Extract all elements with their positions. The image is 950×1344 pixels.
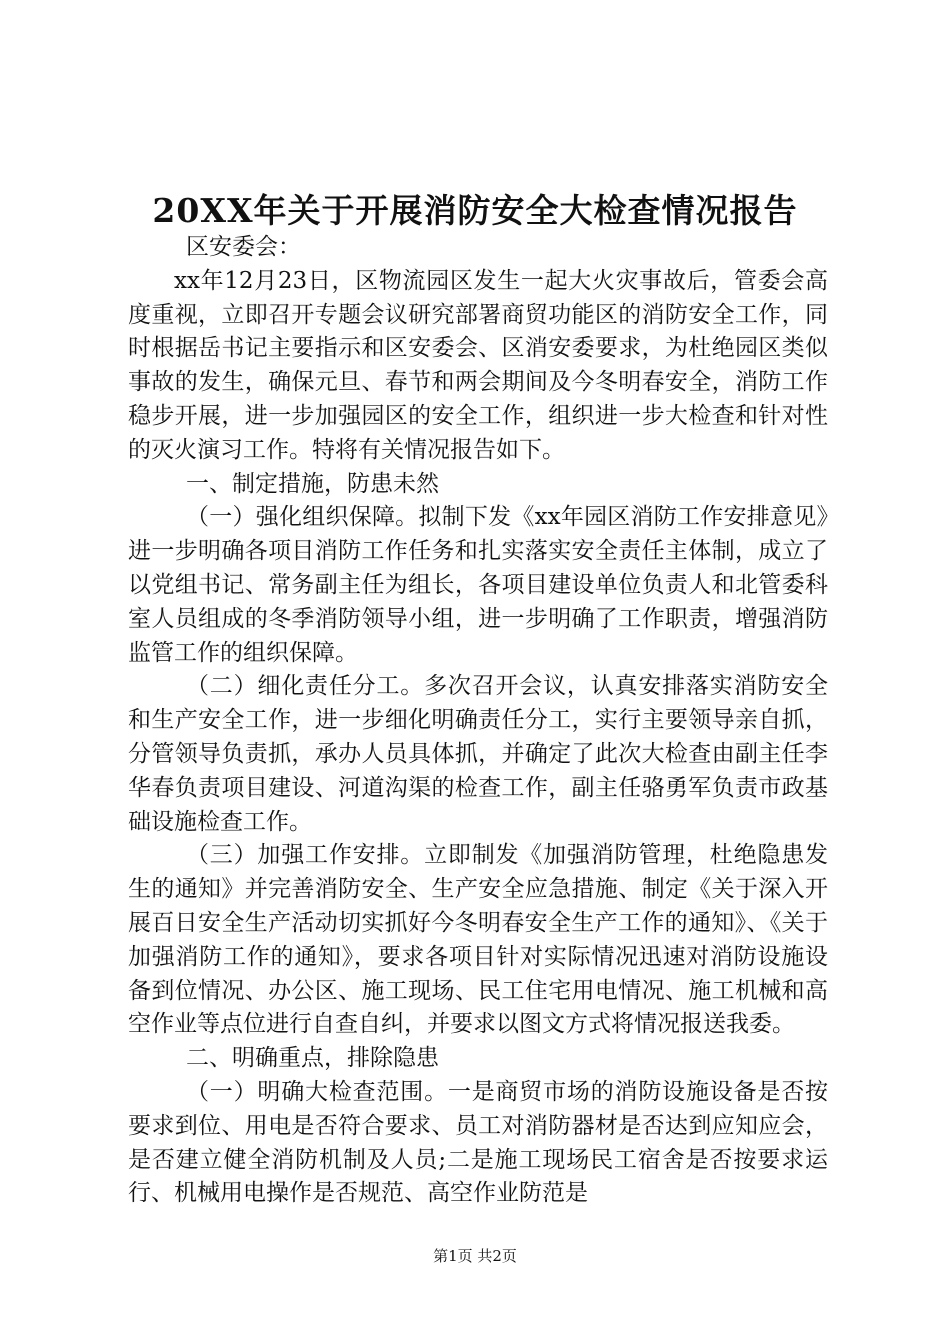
section1-paragraph-1: （一）强化组织保障。拟制下发《xx年园区消防工作安排意见》进一步明确各项目消防工作任务和扎实落实安全责任主体制，成立了以党组书记、常务副主任为组长，各项目建设单位负责人和北管委科室人员组成的冬季消防领导小组，进一步明确了工作职责，增强消防监管工作的组织保障。 <box>128 504 828 666</box>
document-body <box>128 231 828 1211</box>
salutation: 区安委会： <box>186 234 301 260</box>
section-heading-2: 二、明确重点，排除隐患 <box>186 1045 439 1072</box>
section-heading-1: 一、制定措施，防患未然 <box>186 470 439 497</box>
intro-paragraph: xx年12月23日，区物流园区发生一起大火灾事故后，管委会高度重视，立即召开专题会议研究部署商贸功能区的消防安全工作，同时根据岳书记主要指示和区安委会、区消安委要求，为杜绝园区类似事故的发生，确保元旦、春节和两会期间及今冬明春安全，消防工作稳步开展，进一步加强园区的安全工作，组织进一步大检查和针对性的灭火演习工作。特将有关情况报告如下。 <box>128 267 828 463</box>
section1-paragraph-3: （三）加强工作安排。立即制发《加强消防管理，杜绝隐患发生的通知》并完善消防安全、生产安全应急措施、制定《关于深入开展百日安全生产活动切实抓好今冬明春安全生产工作的通知》、《关于加强消防工作的通知》，要求各项目针对实际情况迅速对消防设施设备到位情况、办公区、施工现场、民工住宅用电情况、施工机械和高空作业等点位进行自查自纠，并要求以图文方式将情况报送我委。 <box>128 842 828 1038</box>
section2-paragraph-1: （一）明确大检查范围。一是商贸市场的消防设施设备是否按要求到位、用电是否符合要求、员工对消防器材是否达到应知应会，是否建立健全消防机制及人员;二是施工现场民工宿舍是否按要求运行、机械用电操作是否规范、高空作业防范是 <box>128 1078 828 1207</box>
section1-paragraph-2: （二）细化责任分工。多次召开会议，认真安排落实消防安全和生产安全工作，进一步细化明确责任分工，实行主要领导亲自抓，分管领导负责抓，承办人员具体抓，并确定了此次大检查由副主任李华春负责项目建设、河道沟渠的检查工作，副主任骆勇军负责市政基础设施检查工作。 <box>128 673 828 835</box>
document-title: 20XX年关于开展消防安全大检查情况报告 <box>152 191 798 230</box>
page-footer: 第1页 共2页 <box>433 1247 517 1265</box>
